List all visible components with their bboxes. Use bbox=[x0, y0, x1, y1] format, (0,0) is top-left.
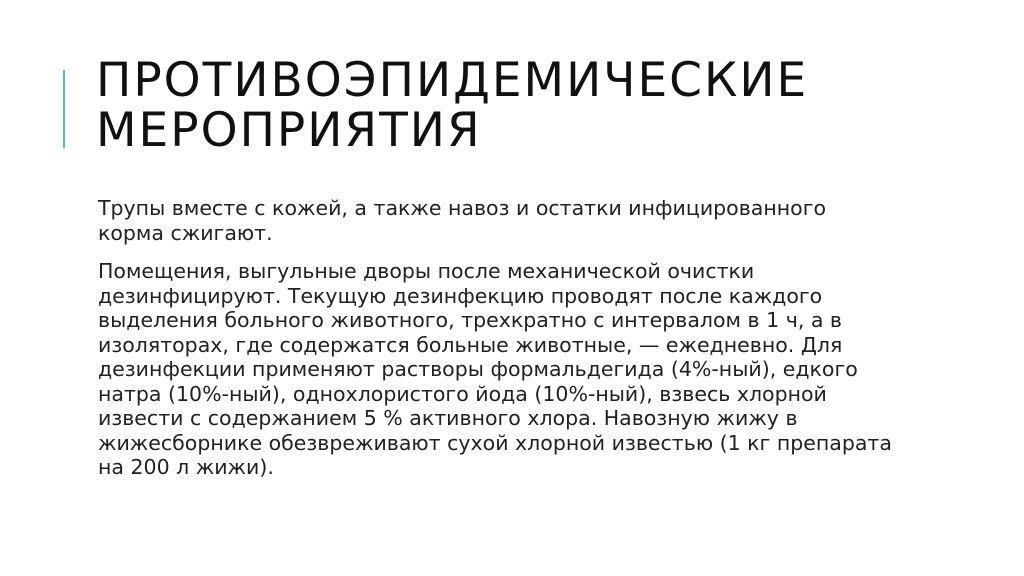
slide-body bbox=[98, 196, 898, 494]
slide-title-line-2: МЕРОПРИЯТИЯ bbox=[96, 103, 482, 158]
body-paragraph-2: Помещения, выгульные дворы после механической очистки дезинфицируют. Текущую дезинфекцию проводят после каждого выделения больного животного, трехкратно с интервалом в 1 ч, а в изоляторах, где содержатся больные животные, — ежедневно. Для дезинфекции применяют растворы формальдегида (4%-ный), едкого натра (10%-ный), однохлористого йода (10%-ный), взвесь хлорной извести с содержанием 5 % активного хлора. Навозную жижу в жижесборнике обезвреживают сухой хлорной известью (1 кг препарата на 200 л жижи). bbox=[98, 259, 892, 479]
slide-title bbox=[96, 53, 996, 158]
slide-title-line-1: ПРОТИВОЭПИДЕМИЧЕСКИЕ bbox=[96, 53, 809, 108]
body-paragraph-1: Трупы вместе с кожей, а также навоз и остатки инфицированного корма сжигают. bbox=[98, 196, 827, 245]
title-accent-line bbox=[63, 70, 65, 148]
